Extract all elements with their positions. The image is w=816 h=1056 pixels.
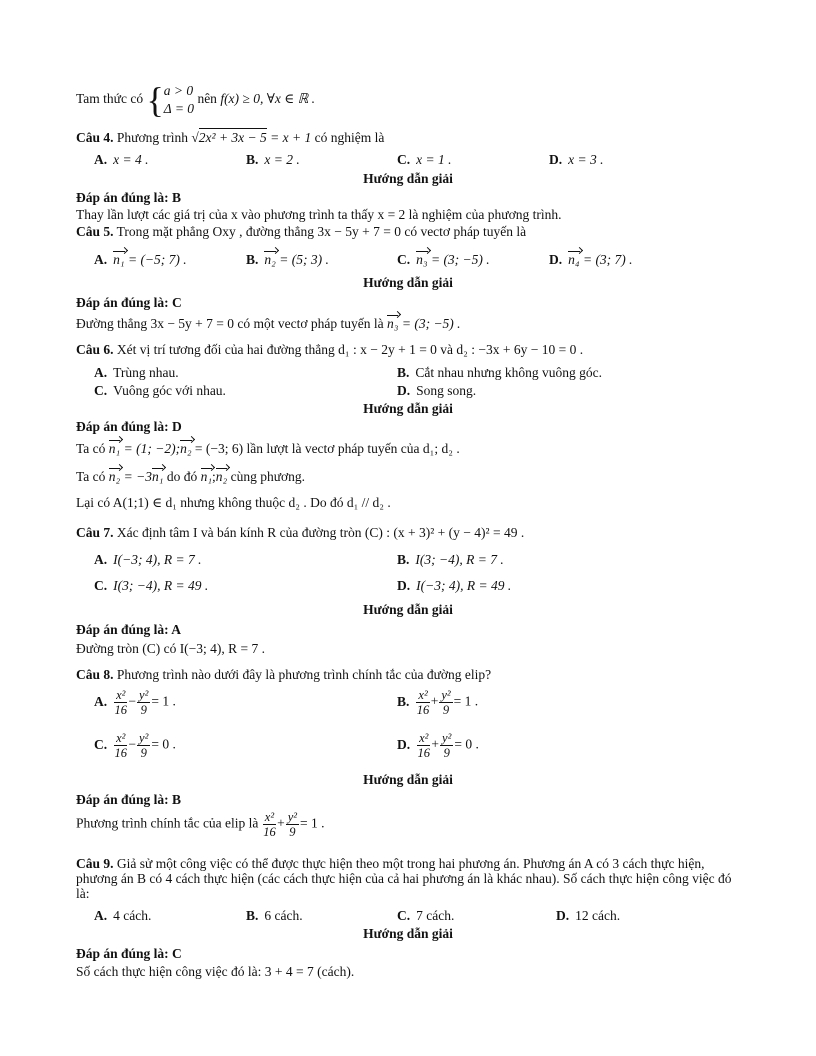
q8-text: Phương trình nào dưới đây là phương trình chính tắc của đường elip? bbox=[116, 667, 492, 682]
q6-option-a[interactable]: A. Trùng nhau. bbox=[94, 365, 179, 380]
q6-explanation-2: Ta có n₂ = −3n₁ do đó n₁;n₂ cùng phương. bbox=[76, 469, 306, 484]
q6-explanation-3: Lại có A(1;1) ∈ d₁ nhưng không thuộc d₂ . Do đó d₁ // d₂ . bbox=[76, 495, 391, 510]
q9-label: Câu 9. bbox=[76, 856, 114, 871]
q8-stem bbox=[76, 667, 491, 683]
intro-system: { a > 0 Δ = 0 bbox=[146, 80, 195, 120]
system-row-2: Δ = 0 bbox=[163, 101, 195, 116]
q8-answer: Đáp án đúng là: B bbox=[76, 792, 182, 807]
q4-option-a[interactable]: A. x = 4 . bbox=[94, 152, 149, 167]
q9-answer: Đáp án đúng là: C bbox=[76, 946, 182, 961]
q6-stem bbox=[76, 342, 583, 358]
q7-option-d[interactable]: D. I(−3; 4), R = 49 . bbox=[397, 578, 512, 593]
q4-label: Câu 4. bbox=[76, 130, 114, 145]
q9-guide-heading: Hướng dẫn giải bbox=[363, 926, 453, 941]
intro-formula: f(x) ≥ 0, ∀x ∈ ℝ . bbox=[220, 91, 316, 107]
q9-stem bbox=[76, 856, 736, 901]
q4-option-b[interactable]: B. x = 2 . bbox=[246, 152, 300, 167]
q5-option-c[interactable]: C. n₃ = (3; −5) . bbox=[397, 252, 490, 267]
q5-guide-heading: Hướng dẫn giải bbox=[363, 275, 453, 290]
q4-answer: Đáp án đúng là: B bbox=[76, 190, 182, 205]
q9-explanation: Số cách thực hiện công việc đó là: 3 + 4 = 7 (cách). bbox=[76, 964, 355, 979]
q8-option-d[interactable]: D. $\frac{\text{x²}}{16}$ + $\frac{\text{y²}}{9}$ = 0 . bbox=[397, 731, 479, 760]
q5-option-b[interactable]: B. n₂ = (5; 3) . bbox=[246, 252, 329, 267]
q7-option-c[interactable]: C. I(3; −4), R = 49 . bbox=[94, 578, 209, 593]
q9-option-a[interactable]: A. 4 cách. bbox=[94, 908, 152, 923]
q4-option-d[interactable]: D. x = 3 . bbox=[549, 152, 604, 167]
q6-option-b[interactable]: B. Cắt nhau nhưng không vuông góc. bbox=[397, 365, 602, 380]
q7-stem bbox=[76, 525, 524, 541]
intro-prefix: Tam thức có bbox=[76, 91, 144, 107]
q9-option-b[interactable]: B. 6 cách. bbox=[246, 908, 303, 923]
q6-option-c[interactable]: C. Vuông góc với nhau. bbox=[94, 383, 226, 398]
q9-option-d[interactable]: D. 12 cách. bbox=[556, 908, 621, 923]
q8-option-a[interactable]: A. $\frac{\text{x²}}{16}$ − $\frac{\text{y²}}{9}$ = 1 . bbox=[94, 688, 176, 717]
q4-stem: Câu 4. Phương trình √2x² + 3x − 5 = x + 1 có nghiệm là bbox=[76, 130, 385, 145]
q7-answer: Đáp án đúng là: A bbox=[76, 622, 182, 637]
q4-suffix: có nghiệm là bbox=[314, 130, 385, 145]
q4-radicand: 2x² + 3x − 5 bbox=[198, 130, 267, 145]
q4-guide-heading: Hướng dẫn giải bbox=[363, 171, 453, 186]
q5-label: Câu 5. bbox=[76, 224, 114, 239]
q7-option-b[interactable]: B. I(3; −4), R = 7 . bbox=[397, 552, 504, 567]
intro-line bbox=[76, 82, 315, 118]
q5-explanation: Đường thẳng 3x − 5y + 7 = 0 có một vectơ pháp tuyến là n₃ = (3; −5) . bbox=[76, 316, 461, 331]
q5-answer: Đáp án đúng là: C bbox=[76, 295, 182, 310]
q6-option-d[interactable]: D. Song song. bbox=[397, 383, 477, 398]
system-row-1: a > 0 bbox=[163, 83, 194, 98]
q5-option-d[interactable]: D. n₄ = (3; 7) . bbox=[549, 252, 633, 267]
q8-label: Câu 8. bbox=[76, 667, 114, 682]
q4-text: Phương trình bbox=[116, 130, 188, 145]
q7-guide-heading: Hướng dẫn giải bbox=[363, 602, 453, 617]
q8-guide-heading: Hướng dẫn giải bbox=[363, 772, 453, 787]
q7-explanation: Đường tròn (C) có I(−3; 4), R = 7 . bbox=[76, 641, 266, 656]
q6-text: Xét vị trí tương đối của hai đường thẳng d₁ : x − 2y + 1 = 0 và d₂ : −3x + 6y − 10 = 0 . bbox=[116, 342, 584, 357]
q8-explanation: Phương trình chính tắc của elip là $\frac{\text{x²}}{16}$ + $\frac{\text{y²}}{9}$ = 1 . bbox=[76, 810, 325, 839]
q4-rhs: = x + 1 bbox=[270, 130, 312, 145]
q5-text: Trong mặt phẳng Oxy , đường thẳng 3x − 5y + 7 = 0 có vectơ pháp tuyến là bbox=[116, 224, 527, 239]
q7-text: Xác định tâm I và bán kính R của đường tròn (C) : (x + 3)² + (y − 4)² = 49 . bbox=[116, 525, 525, 540]
q7-label: Câu 7. bbox=[76, 525, 114, 540]
q8-option-c[interactable]: C. $\frac{\text{x²}}{16}$ − $\frac{\text{y²}}{9}$ = 0 . bbox=[94, 731, 176, 760]
q5-option-a[interactable]: A. n₁ = (−5; 7) . bbox=[94, 252, 187, 267]
q7-option-a[interactable]: A. I(−3; 4), R = 7 . bbox=[94, 552, 202, 567]
q6-answer: Đáp án đúng là: D bbox=[76, 419, 182, 434]
q6-guide-heading: Hướng dẫn giải bbox=[363, 401, 453, 416]
q9-option-c[interactable]: C. 7 cách. bbox=[397, 908, 455, 923]
intro-middle: nên bbox=[197, 91, 217, 107]
q8-option-b[interactable]: B. $\frac{\text{x²}}{16}$ + $\frac{\text{y²}}{9}$ = 1 . bbox=[397, 688, 479, 717]
q6-explanation-1: Ta có n₁ = (1; −2);n₂ = (−3; 6) lần lượt là vectơ pháp tuyến của d₁; d₂ . bbox=[76, 441, 460, 456]
q9-text: Giả sử một công việc có thể được thực hiện theo một trong hai phương án. Phương án A có 3 cách thực hiện, phương án B có 4 cách thực hiện (các cách thực hiện của cả hai phương án là khác nhau). Số cách thực hiện công việc đó là: bbox=[76, 856, 732, 901]
q6-label: Câu 6. bbox=[76, 342, 114, 357]
q5-stem bbox=[76, 224, 526, 240]
q4-option-c[interactable]: C. x = 1 . bbox=[397, 152, 452, 167]
q4-explanation: Thay lần lượt các giá trị của x vào phương trình ta thấy x = 2 là nghiệm của phương trình. bbox=[76, 207, 562, 222]
